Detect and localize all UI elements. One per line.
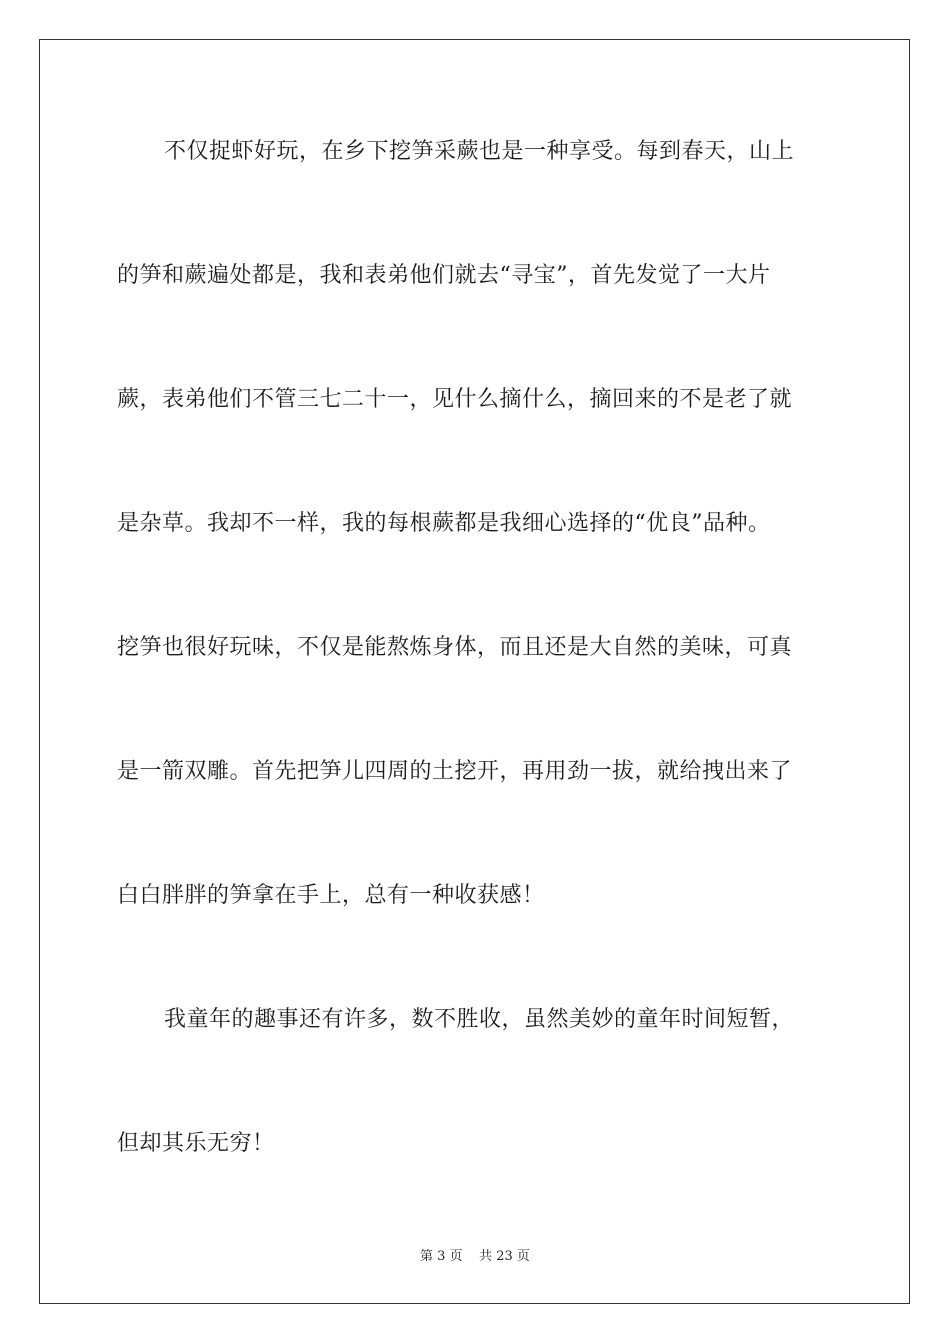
total-pages: 共 23 页: [479, 1249, 530, 1264]
page-frame: [39, 39, 910, 1304]
page-footer: [0, 1248, 950, 1266]
paragraph-2-line-1: 我童年的趣事还有许多，数不胜收，虽然美妙的童年时间短暂，: [164, 1007, 795, 1032]
page-number: 第 3 页: [420, 1249, 463, 1264]
paragraph-2-line-2: 但却其乐无穷！: [117, 1131, 275, 1156]
paragraph-1-line-1: 不仅捉虾好玩，在乡下挖笋采蕨也是一种享受。每到春天，山上: [164, 139, 795, 164]
paragraph-1-line-5: 挖笋也很好玩味，不仅是能熬炼身体，而且还是大自然的美味，可真: [117, 635, 793, 660]
paragraph-1-line-6: 是一箭双雕。首先把笋儿四周的土挖开，再用劲一拔，就给拽出来了: [117, 759, 793, 784]
paragraph-1-line-4: 是杂草。我却不一样，我的每根蕨都是我细心选择的“优良”品种。: [117, 511, 771, 536]
paragraph-1-line-7: 白白胖胖的笋拿在手上，总有一种收获感！: [117, 883, 545, 908]
paragraph-1-line-2: 的笋和蕨遍处都是，我和表弟他们就去“寻宝”，首先发觉了一大片: [117, 263, 771, 288]
paragraph-1-line-3: 蕨，表弟他们不管三七二十一，见什么摘什么，摘回来的不是老了就: [117, 387, 793, 412]
